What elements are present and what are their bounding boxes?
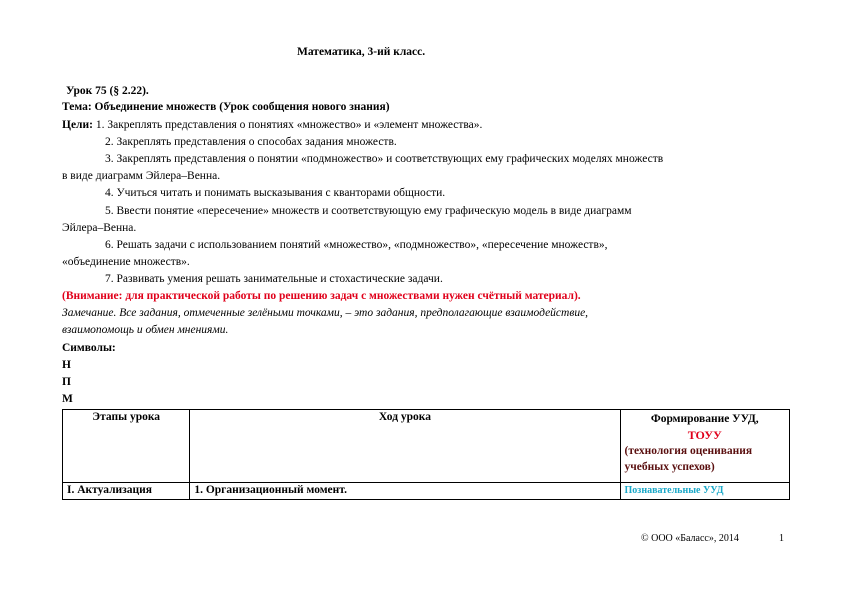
- page-title: Математика, 3-ий класс.: [297, 46, 426, 58]
- goal-6-continued: «объединение множеств».: [62, 256, 190, 268]
- touu-label: ТОУУ: [687, 428, 722, 442]
- header-uud: [620, 410, 789, 483]
- goals-label: Цели:: [62, 119, 93, 131]
- symbols-label: Символы:: [62, 342, 116, 354]
- symbol-n: Н: [62, 359, 71, 371]
- copyright: © ООО «Баласс», 2014: [641, 533, 739, 544]
- goal-7: 7. Развивать умения решать занимательные и стохастические задачи.: [105, 273, 443, 285]
- lesson-number: Урок 75 (§ 2.22).: [66, 85, 149, 97]
- page-number: 1: [779, 533, 784, 544]
- lesson-table: [62, 409, 790, 500]
- remark-line-1: Замечание. Все задания, отмеченные зелёными точками, – это задания, предполагающие взаимодействие,: [62, 307, 589, 319]
- cognitive-uud: Познавательные УУД: [624, 485, 724, 496]
- theme-text: Объединение множеств (Урок сообщения нового знания): [94, 101, 390, 113]
- header-course: Ход урока: [190, 410, 620, 483]
- goal-3: 3. Закреплять представления о понятии «подмножество» и соответствующих ему графических моделях множеств: [105, 153, 664, 165]
- goal-line-1: [62, 117, 482, 133]
- symbol-p: П: [62, 376, 71, 388]
- goal-2: 2. Закреплять представления о способах задания множеств.: [105, 136, 397, 148]
- goal-5: 5. Ввести понятие «пересечение» множеств и соответствующую ему графическую модель в виде диаграмм: [105, 205, 632, 217]
- uud-title: Формирование УУД,: [650, 413, 759, 425]
- header-stages: Этапы урока: [63, 410, 190, 483]
- goal-4: 4. Учиться читать и понимать высказывания с кванторами общности.: [105, 187, 446, 199]
- row-course: 1. Организационный момент.: [190, 483, 620, 500]
- row-uud: [620, 483, 789, 500]
- theme-label: Тема:: [62, 101, 92, 113]
- table-header-row: [63, 410, 790, 483]
- row-stage: I. Актуализация: [63, 483, 190, 500]
- tech-line-1: (технология оценивания: [624, 445, 753, 457]
- table-row: [63, 483, 790, 500]
- symbol-m: М: [62, 393, 73, 405]
- goal-5-continued: Эйлера–Венна.: [62, 222, 137, 234]
- goal-6: 6. Решать задачи с использованием понятий «множество», «подмножество», «пересечение множеств»,: [105, 239, 608, 251]
- goal-3-continued: в виде диаграмм Эйлера–Венна.: [62, 170, 221, 182]
- lesson-theme: [62, 99, 390, 115]
- remark-line-2: взаимопомощь и обмен мнениями.: [62, 324, 229, 336]
- attention-note: (Внимание: для практической работы по решению задач с множествами нужен счётный материал).: [62, 290, 581, 302]
- tech-line-2: учебных успехов): [624, 461, 715, 473]
- goal-1: 1. Закреплять представления о понятиях «множество» и «элемент множества».: [95, 119, 483, 131]
